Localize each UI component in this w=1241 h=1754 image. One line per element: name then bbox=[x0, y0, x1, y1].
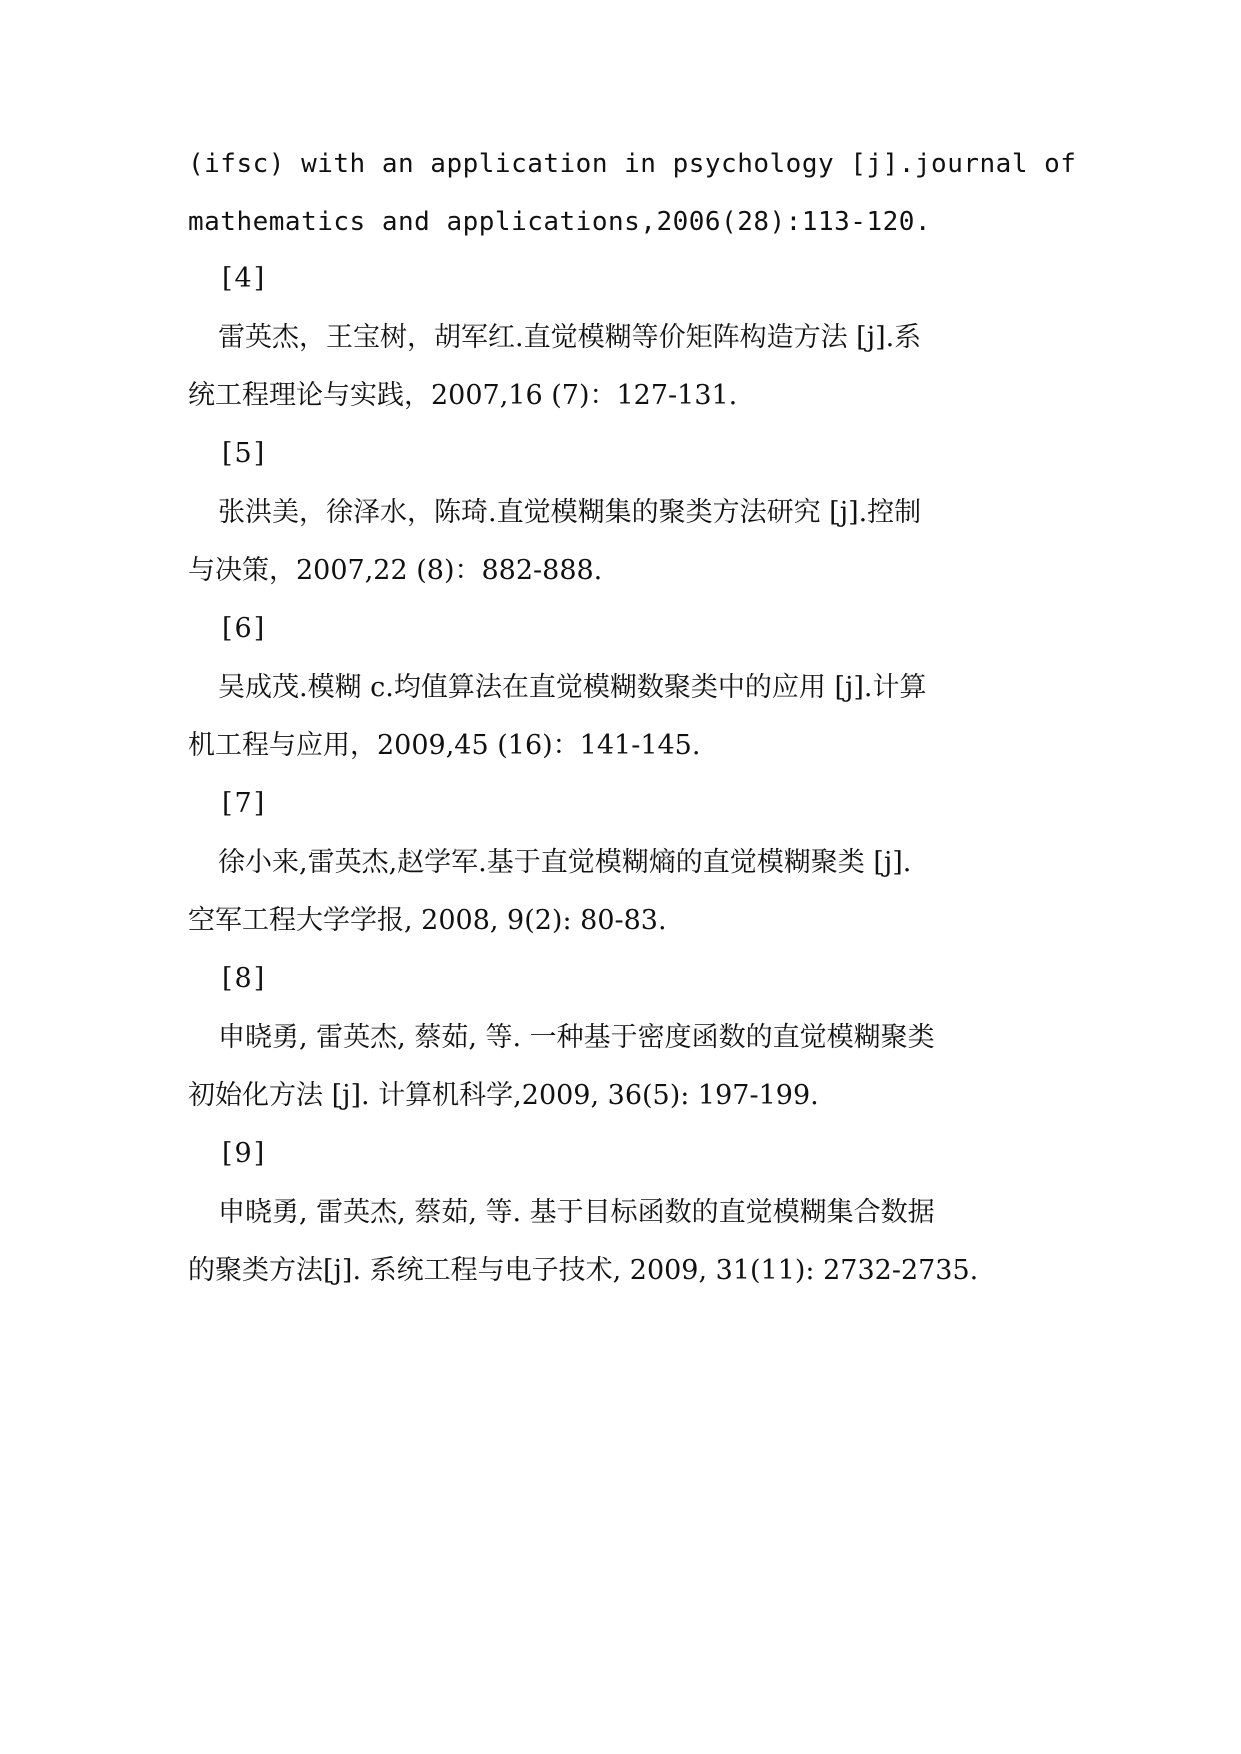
reference-8-line-2: 初始化方法 [j]. 计算机科学,2009, 36(5): 197-199. bbox=[188, 1080, 819, 1111]
reference-9-line-2: 的聚类方法[j]. 系统工程与电子技术, 2009, 31(11): 2732-2735. bbox=[188, 1255, 979, 1286]
reference-5-line-2: 与决策，2007,22 (8)：882-888. bbox=[188, 555, 603, 586]
reference-3-line-2: mathematics and applications,2006(28):113-120. bbox=[188, 207, 932, 237]
reference-number-7: [7] bbox=[222, 788, 267, 819]
reference-number-8: [8] bbox=[222, 963, 267, 994]
reference-number-9: [9] bbox=[222, 1138, 267, 1169]
reference-5-line-1: 张洪美，徐泽水，陈琦.直觉模糊集的聚类方法研究 [j].控制 bbox=[218, 497, 922, 528]
reference-number-6: [6] bbox=[222, 613, 267, 644]
reference-7-line-1: 徐小来,雷英杰,赵学军.基于直觉模糊熵的直觉模糊聚类 [j]. bbox=[218, 847, 912, 878]
reference-7-line-2: 空军工程大学学报, 2008, 9(2): 80-83. bbox=[188, 905, 667, 936]
reference-3-line-1: (ifsc) with an application in psychology [j].journal of bbox=[188, 149, 1077, 179]
reference-number-4: [4] bbox=[222, 263, 267, 294]
reference-8-line-1: 申晓勇, 雷英杰, 蔡茹, 等. 一种基于密度函数的直觉模糊聚类 bbox=[218, 1022, 935, 1053]
reference-6-line-1: 吴成茂.模糊 c.均值算法在直觉模糊数聚类中的应用 [j].计算 bbox=[218, 672, 927, 703]
reference-4-line-2: 统工程理论与实践，2007,16 (7)：127-131. bbox=[188, 380, 738, 411]
reference-6-line-2: 机工程与应用，2009,45 (16)：141-145. bbox=[188, 730, 701, 761]
reference-9-line-1: 申晓勇, 雷英杰, 蔡茹, 等. 基于目标函数的直觉模糊集合数据 bbox=[218, 1197, 935, 1228]
reference-number-5: [5] bbox=[222, 438, 267, 469]
reference-4-line-1: 雷英杰，王宝树，胡军红.直觉模糊等价矩阵构造方法 [j].系 bbox=[218, 322, 922, 353]
